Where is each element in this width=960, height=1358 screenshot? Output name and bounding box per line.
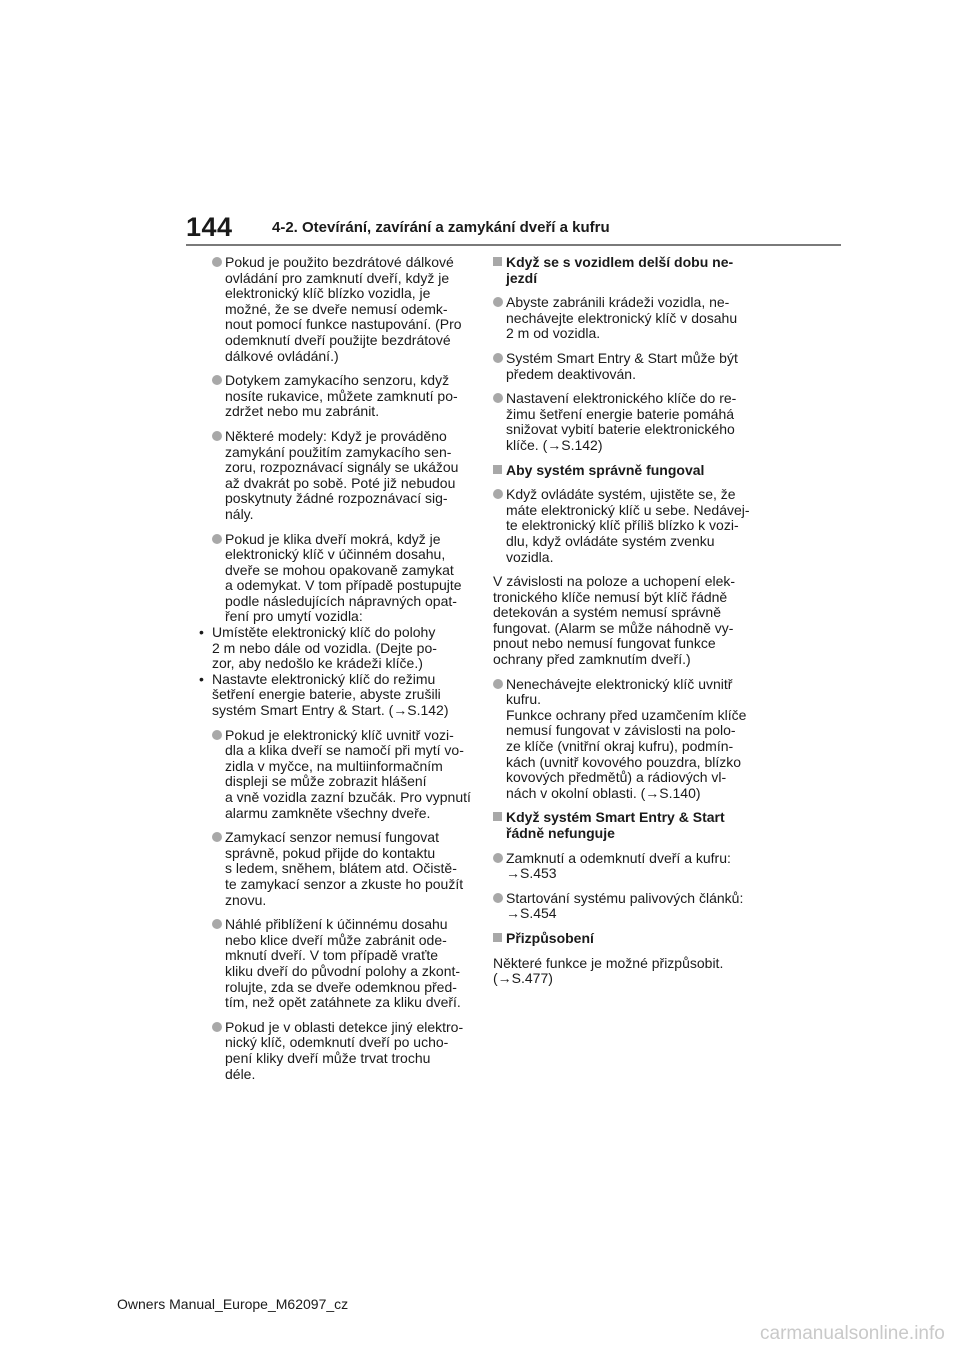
bullet-icon [212, 375, 222, 385]
list-item-text: Nastavení elektronického klíče do re- žimu šetření energie baterie pomáhá snižovat vybití baterie elektronického klíče. (→S.142) [506, 390, 737, 453]
list-item [212, 373, 477, 420]
sub-list-item-text: Nastavte elektronický klíč do režimu šetření energie baterie, abyste zrušili systém Smart Entry & Start. (→S.142) [212, 670, 449, 719]
list-item-text: Pokud je použito bezdrátové dálkové ovládání pro zamknutí dveří, když je elektronický klíč blízko vozidla, je možné, že se dveře nemusí odemk- nout pomocí funkce nastupování. (Pro odemknutí dveří použijte bezdrátové dálkové ovládání.) [225, 254, 462, 364]
bullet-icon [212, 919, 222, 929]
list-item-text: Abyste zabránili krádeži vozidla, ne- nechávejte elektronický klíč v dosahu 2 m od vozidla. [506, 294, 738, 342]
list-item [493, 851, 755, 882]
bullet-icon [493, 853, 503, 863]
watermark: carmanualsonline.info [760, 1323, 945, 1344]
bullet-icon [212, 257, 222, 267]
list-item-text: Náhlé přiblížení k účinnému dosahu nebo klice dveří může zabránit ode- mknutí dveří. V tom případě vraťte kliku dveří do původní polohy a zkont- rolujte, zda se dveře odemknou před- tím, než opět zatáhnete za kliku dveří. [225, 916, 461, 1011]
header-divider [186, 244, 841, 246]
heading-text: Aby systém správně fungoval [506, 461, 705, 478]
manual-id-footer: Owners Manual_Europe_M62097_cz [117, 1296, 349, 1312]
list-item [212, 429, 477, 523]
bullet-icon [212, 832, 222, 842]
list-item-text: Zamykací senzor nemusí fungovat správně, pokud přijde do kontaktu s ledem, sněhem, blátem atd. Očistě- te zamykací senzor a zkuste ho použít znovu. [225, 829, 464, 908]
sub-list-item [199, 625, 477, 672]
paragraph: Některé funkce je možné přizpůsobit. (→S.477) [493, 954, 724, 987]
section-heading [493, 463, 755, 479]
list-item [493, 891, 755, 922]
bullet-icon [493, 393, 503, 403]
section-heading [493, 810, 755, 841]
bullet-icon [493, 297, 503, 307]
list-item [493, 391, 755, 453]
list-item-text: Pokud je elektronický klíč uvnitř vozi- dla a klika dveří se namočí při mytí vo- zidla v myčce, na multiinformačním displeji se může zobrazit hlášení a vně vozidla zazní bzučák. Pro vypnutí alarmu zamkněte všechny dveře. [225, 726, 471, 821]
heading-text: Když se s vozidlem delší dobu ne- jezdí [506, 254, 734, 286]
list-item-text: Nenechávejte elektronický klíč uvnitř kufru. Funkce ochrany před uzamčením klíče nemusí fungovat v závislosti na polo- ze klíče (vnitřní okraj kufru), podmín- kách (uvnitř kovového pouzdra, blízko kovových předmětů) a rádiových vl- nách v okolní oblasti. (→S.140) [506, 675, 747, 801]
list-item [212, 917, 477, 1011]
bullet-icon [212, 1022, 222, 1032]
bullet-icon [493, 679, 503, 689]
bullet-icon [493, 893, 503, 903]
list-item [493, 351, 755, 382]
page-number: 144 [186, 212, 233, 242]
list-item [212, 830, 477, 908]
bullet-icon [493, 353, 503, 363]
section-heading [493, 931, 755, 947]
paragraph: V závislosti na poloze a uchopení elek- tronického klíče nemusí být klíč řádně detekován a systém nemusí správně fungovat. (Alarm se může náhodně vy- pnout nebo nemusí fungovat funkce ochrany před zamknutím dveří.) [493, 573, 736, 668]
list-item [493, 487, 755, 565]
sub-bullet-marker: • [199, 624, 204, 641]
heading-square-icon [493, 257, 502, 266]
section-heading [493, 255, 755, 286]
list-item [212, 255, 477, 364]
sub-bullet-marker: • [199, 670, 204, 687]
right-column [493, 255, 755, 996]
heading-text: Přizpůsobení [506, 929, 594, 946]
list-item [212, 1020, 477, 1082]
list-item-text: Pokud je klika dveří mokrá, když je elektronický klíč v účinném dosahu, dveře se mohou opakovaně zamykat a odemykat. V tom případě postupujte podle následujících nápravných opat- ření pro umytí vozidla: [225, 530, 462, 625]
sub-list-item [199, 672, 477, 719]
sub-list-item-text: Umístěte elektronický klíč do polohy 2 m nebo dále od vozidla. (Dejte po- zor, aby nedošlo ke krádeži klíče.) [212, 624, 437, 672]
heading-square-icon [493, 933, 502, 942]
bullet-icon [212, 534, 222, 544]
list-item-text: Některé modely: Když je prováděno zamykání použitím zamykacího sen- zoru, rozpoznávací signály se ukážou až dvakrát po sobě. Poté již nebudou poskytnuty žádné rozpoznávací sig- nály. [225, 427, 459, 522]
bullet-icon [212, 730, 222, 740]
heading-square-icon [493, 465, 502, 474]
list-item-text: Dotykem zamykacího senzoru, když nosíte rukavice, můžete zamknutí po- zdržet nebo mu zabránit. [225, 372, 458, 420]
heading-text: Když systém Smart Entry & Start řádně nefunguje [506, 809, 725, 841]
list-item-text: Zamknutí a odemknutí dveří a kufru: →S.453 [506, 849, 731, 882]
list-item-text: Startování systému palivových článků: →S.454 [506, 889, 744, 922]
list-item [493, 677, 755, 802]
list-item [212, 532, 477, 626]
bullet-icon [493, 489, 503, 499]
heading-square-icon [493, 812, 502, 821]
list-item-text: Pokud je v oblasti detekce jiný elektro- nický klíč, odemknutí dveří po ucho- pení kliky dveří může trvat trochu déle. [225, 1018, 464, 1082]
list-item-text: Když ovládáte systém, ujistěte se, že máte elektronický klíč u sebe. Nedávej- te elektronický klíč příliš blízko k vozi- dlu, když ovládáte systém zvenku vozidla. [506, 486, 750, 565]
left-column [199, 254, 477, 1091]
list-item [212, 728, 477, 822]
list-item-text: Systém Smart Entry & Start může být předem deaktivován. [506, 349, 738, 382]
bullet-icon [212, 431, 222, 441]
section-title: 4-2. Otevírání, zavírání a zamykání dveří a kufru [272, 219, 610, 236]
list-item [493, 295, 755, 342]
